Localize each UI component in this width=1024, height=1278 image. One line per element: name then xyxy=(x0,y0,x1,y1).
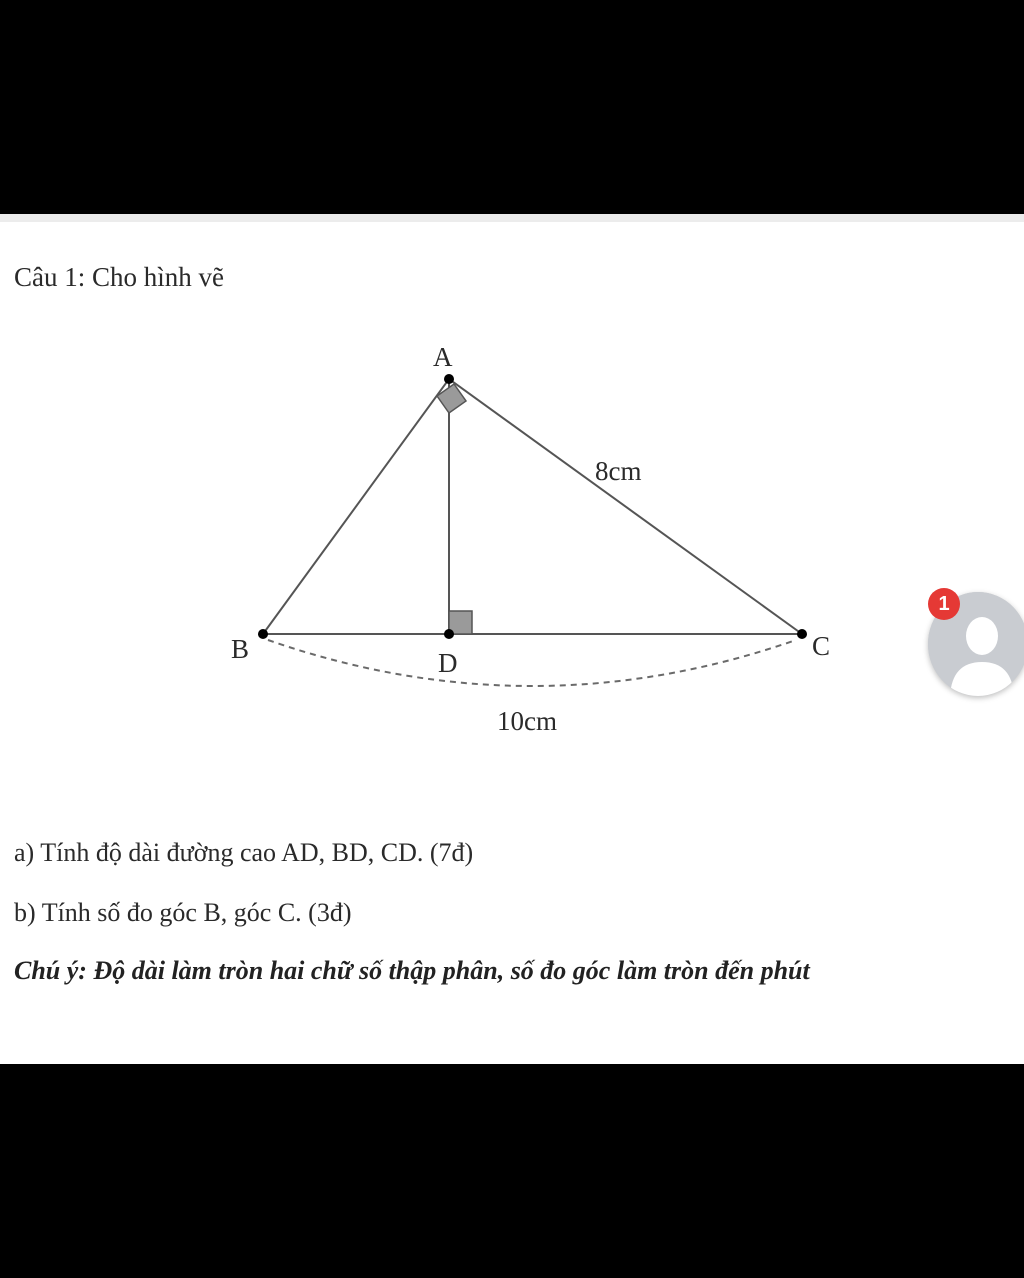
point-d-dot xyxy=(444,629,454,639)
part-b-text: b) Tính số đo góc B, góc C. (3đ) xyxy=(14,898,352,927)
top-black-bar xyxy=(0,0,1024,214)
side-ab xyxy=(263,379,449,634)
point-a-label: A xyxy=(433,342,453,372)
point-a-dot xyxy=(444,374,454,384)
bc-length-label: 10cm xyxy=(497,706,557,736)
part-a-text: a) Tính độ dài đường cao AD, BD, CD. (7đ) xyxy=(14,838,474,867)
note-text: Chú ý: Độ dài làm tròn hai chữ số thập phân, số đo góc làm tròn đến phút xyxy=(14,956,810,985)
notification-badge: 1 xyxy=(928,588,960,620)
triangle-figure xyxy=(0,214,1024,1064)
point-b-dot xyxy=(258,629,268,639)
point-c-dot xyxy=(797,629,807,639)
point-d-label: D xyxy=(438,648,458,678)
ac-length-label: 8cm xyxy=(595,456,642,486)
side-ac xyxy=(449,379,802,634)
point-b-label: B xyxy=(231,634,250,664)
question-title: Câu 1: Cho hình vẽ xyxy=(14,262,224,292)
document-page xyxy=(0,214,1024,1064)
bc-dimension-arc xyxy=(268,640,796,686)
bottom-black-bar xyxy=(0,1064,1024,1278)
point-c-label: C xyxy=(812,631,831,661)
